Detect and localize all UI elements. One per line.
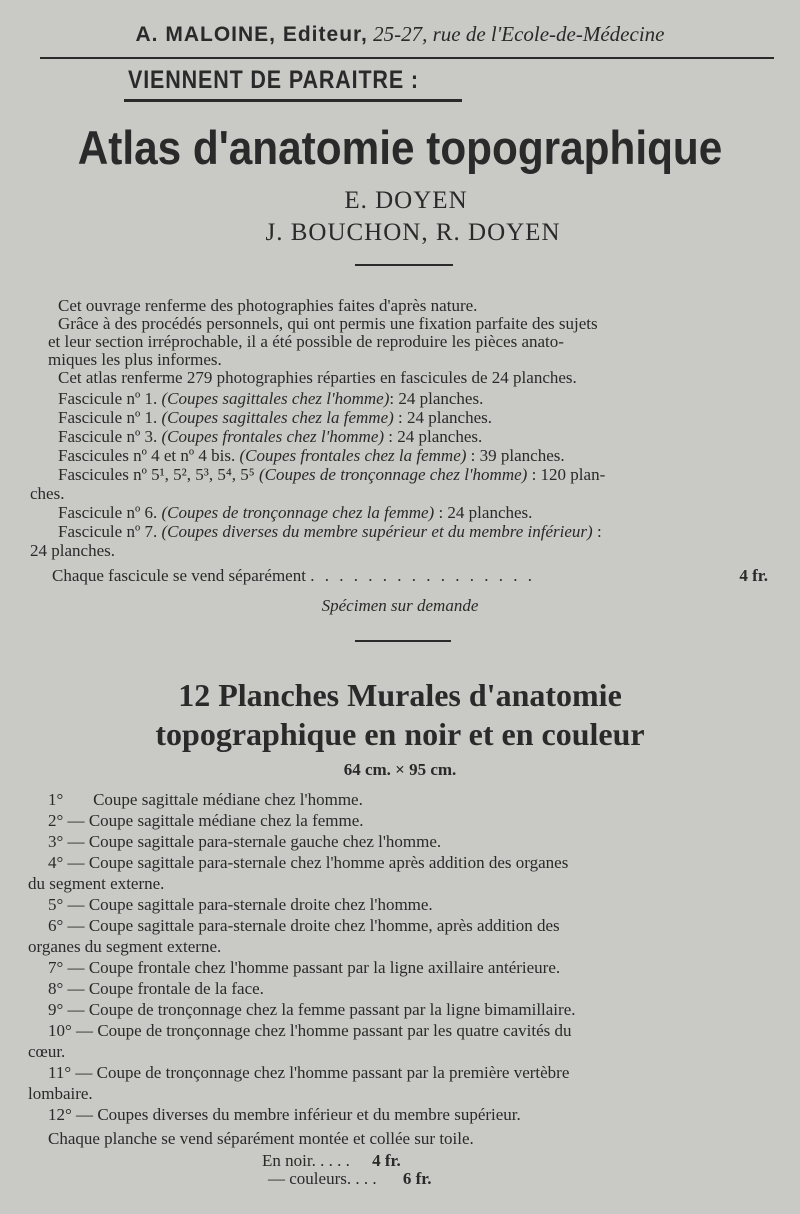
item-number: 12° — <box>48 1105 94 1124</box>
item-number: 8° — <box>48 979 85 998</box>
fascicule-desc: (Coupes frontales chez la femme) <box>239 446 467 465</box>
intro-line: et leur section irréprochable, il a été possible de reproduire les pièces anato- <box>48 332 564 351</box>
publisher-address: 25-27, rue de l'Ecole-de-Médecine <box>373 22 665 46</box>
list-item-continued: lombaire. <box>28 1084 93 1103</box>
list-item <box>48 852 576 873</box>
fascicule-count: : 120 plan- <box>531 465 606 484</box>
fascicule-row <box>58 447 605 466</box>
price-couleur-value: 6 fr. <box>402 1169 432 1188</box>
fascicule-count: : 24 planches. <box>389 389 484 408</box>
intro-line: Cet ouvrage renferme des photographies faites d'après nature. <box>58 296 478 315</box>
publisher-name: A. MALOINE, Editeur, <box>135 23 368 46</box>
item-text: Coupe sagittale para-sternale droite chez l'homme. <box>88 895 433 914</box>
item-number: 7° — <box>48 958 85 977</box>
fascicule-label: Fascicules nº 5¹, 5², 5³, 5⁴, 5⁵ <box>58 465 255 484</box>
fascicule-label: Fascicule nº 1. <box>58 389 158 408</box>
announcement-underline <box>124 99 462 102</box>
section-rule-2 <box>355 640 451 642</box>
price-couleur-row <box>268 1169 432 1189</box>
atlas-author-primary: E. DOYEN <box>344 187 468 214</box>
item-text: Coupe sagittale médiane chez l'homme. <box>93 790 363 809</box>
fascicule-desc: (Coupes sagittales chez la femme) <box>161 408 394 427</box>
planches-title-line1: 12 Planches Murales d'anatomie <box>178 677 622 713</box>
item-number: 9° — <box>48 1000 85 1019</box>
fascicule-label: Fascicule nº 7. <box>58 522 158 541</box>
intro-line: miques les plus informes. <box>48 350 222 369</box>
intro-line: Grâce à des procédés personnels, qui ont permis une fixation parfaite des sujets <box>58 314 598 333</box>
list-item <box>48 915 576 936</box>
list-item <box>48 1062 576 1083</box>
list-item <box>48 810 576 831</box>
fascicule-label: Fascicule nº 3. <box>58 427 158 446</box>
item-text: Coupe frontale de la face. <box>88 979 264 998</box>
item-text: Coupe sagittale para-sternale gauche chez l'homme. <box>88 832 442 851</box>
list-item <box>48 1104 576 1125</box>
planches-dimensions: 64 cm. × 95 cm. <box>343 760 457 779</box>
fascicule-row-continued: ches. <box>30 484 65 503</box>
fascicule-row <box>58 390 605 409</box>
fascicule-label: Fascicule nº 6. <box>58 503 158 522</box>
atlas-authors-secondary: J. BOUCHON, R. DOYEN <box>265 219 561 246</box>
price-leader-dots: . . . . . . . . . . . . . . . . <box>310 566 535 585</box>
list-item <box>48 1020 576 1041</box>
fascicule-row <box>58 466 605 485</box>
item-text: Coupe de tronçonnage chez l'homme passant par les quatre cavités du <box>97 1021 572 1040</box>
item-text: Coupe de tronçonnage chez l'homme passant par la première vertèbre <box>96 1063 570 1082</box>
list-item <box>48 789 576 810</box>
list-item <box>48 957 576 978</box>
item-text: Coupe sagittale médiane chez la femme. <box>88 811 364 830</box>
item-number: 2° — <box>48 811 85 830</box>
planches-sale-note: Chaque planche se vend séparément montée et collée sur toile. <box>48 1129 474 1148</box>
planches-list <box>28 789 576 1125</box>
item-number: 11° — <box>48 1063 93 1082</box>
list-item-continued: cœur. <box>28 1042 66 1061</box>
item-number: 5° — <box>48 895 85 914</box>
section-rule-1 <box>355 264 453 266</box>
list-item <box>48 894 576 915</box>
item-number: 10° — <box>48 1021 94 1040</box>
fascicule-price-row <box>52 567 768 584</box>
publisher-line <box>0 22 800 47</box>
fascicule-count: : 24 planches. <box>398 408 492 427</box>
item-number: 4° — <box>48 853 85 872</box>
item-text: Coupe de tronçonnage chez la femme passant par la ligne bimamillaire. <box>88 1000 576 1019</box>
item-number: 6° — <box>48 916 85 935</box>
fascicule-count: : 24 planches. <box>438 503 533 522</box>
item-text: Coupe sagittale para-sternale droite chez l'homme, après addition des <box>88 916 560 935</box>
item-text: Coupe frontale chez l'homme passant par la ligne axillaire antérieure. <box>88 958 561 977</box>
fascicule-desc: (Coupes diverses du membre supérieur et du membre inférieur) <box>161 522 593 541</box>
fascicule-desc: (Coupes de tronçonnage chez la femme) <box>161 503 435 522</box>
price-noir-value: 4 fr. <box>372 1151 401 1170</box>
price-noir-row <box>262 1151 401 1171</box>
fascicule-count: : <box>596 522 602 541</box>
fascicule-row <box>58 409 605 428</box>
item-text: Coupe sagittale para-sternale chez l'homme après addition des organes <box>88 853 569 872</box>
announcement-heading: VIENNENT DE PARAITRE : <box>128 66 419 94</box>
fascicule-row <box>58 428 605 447</box>
list-item <box>48 831 576 852</box>
fascicule-row <box>58 504 605 523</box>
atlas-title: Atlas d'anatomie topographique <box>77 121 723 174</box>
fascicule-count: : 39 planches. <box>470 446 565 465</box>
list-item-continued: du segment externe. <box>28 874 165 893</box>
item-text: Coupes diverses du membre inférieur et du membre supérieur. <box>97 1105 521 1124</box>
fascicule-row-continued: 24 planches. <box>30 541 115 560</box>
fascicule-price: 4 fr. <box>739 566 768 585</box>
fascicule-desc: (Coupes sagittales chez l'homme) <box>161 389 390 408</box>
fascicule-row <box>58 523 605 542</box>
fascicule-label: Fascicule nº 1. <box>58 408 158 427</box>
price-noir-label: En noir. . . . . <box>262 1151 350 1170</box>
atlas-intro <box>48 296 598 387</box>
item-number: 3° — <box>48 832 85 851</box>
list-item <box>48 999 576 1020</box>
planches-title-line2: topographique en noir et en couleur <box>155 716 645 752</box>
list-item-continued: organes du segment externe. <box>28 937 222 956</box>
specimen-note: Spécimen sur demande <box>321 596 479 615</box>
item-number: 1° <box>48 790 64 809</box>
intro-line: Cet atlas renferme 279 photographies réparties en fascicules de 24 planches. <box>58 368 577 387</box>
list-item <box>48 978 576 999</box>
price-label: Chaque fascicule se vend séparément <box>52 566 306 585</box>
price-couleur-label: — couleurs. . . . <box>268 1169 377 1188</box>
fascicule-desc: (Coupes frontales chez l'homme) <box>161 427 385 446</box>
fascicule-desc: (Coupes de tronçonnage chez l'homme) <box>258 465 528 484</box>
fascicule-list <box>30 389 606 561</box>
fascicule-label: Fascicules nº 4 et nº 4 bis. <box>58 446 236 465</box>
header-rule <box>40 57 774 59</box>
fascicule-count: : 24 planches. <box>388 427 483 446</box>
